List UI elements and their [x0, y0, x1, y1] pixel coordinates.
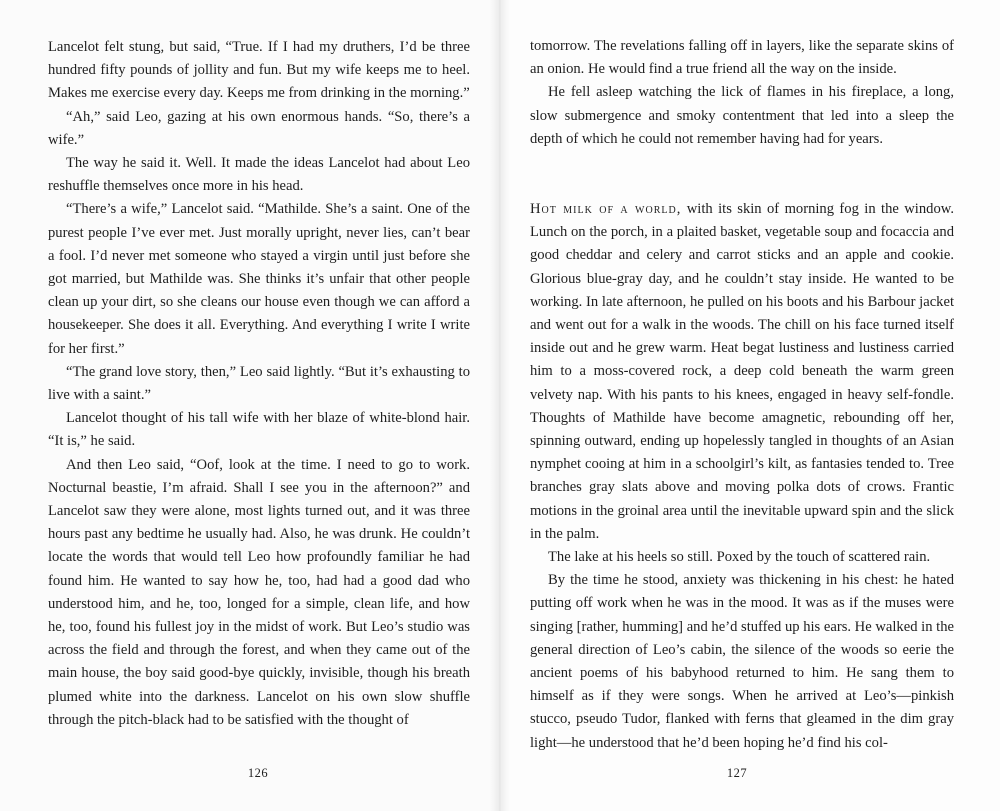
right-page-text — [530, 35, 954, 755]
right-page — [500, 0, 1000, 811]
paragraph: “Ah,” said Leo, gazing at his own enormous hands. “So, there’s a wife.” — [48, 108, 470, 148]
paragraph: And then Leo said, “Oof, look at the time. I need to go to work. Nocturnal beastie, I’m afraid. Shall I see you in the afternoon?” and Lancelot saw they were alone, most lights turned out, and it was three hours past any bedtime he usually had. Also, he was drunk. He couldn’t locate the words that would tell Leo how profoundly familiar he had found him. He wanted to say how he, too, had had a good dad who understood him, and he, too, longed for a simple, clean life, and how he, too, found his fullest joy in the midst of work. But Leo’s studio was across the field and through the forest, and when they came out of the main house, the boy said good-bye quickly, invisible, though his breath plumed white into the darkness. Lancelot on his own slow shuffle through the pitch-black had to be satisfied with the thought of — [48, 456, 470, 728]
left-page-text — [48, 36, 470, 732]
paragraph: The way he said it. Well. It made the ideas Lancelot had about Leo reshuffle themselves once more in his head. — [48, 155, 470, 195]
paragraph: He fell asleep watching the lick of flames in his fireplace, a long, slow submergence and smoky contentment that led into a sleep the depth of which he could not remember having had for years. — [530, 84, 954, 147]
paragraph: tomorrow. The revelations falling off in layers, like the separate skins of an onion. He would find a true friend all the way on the inside. — [530, 38, 954, 78]
paragraph: “There’s a wife,” Lancelot said. “Mathilde. She’s a saint. One of the purest people I’ve ever met. Just morally upright, never lies, can’t bear a fool. I’d never met someone who stayed a virgin until just before she got married, but Mathilde was. She thinks it’s unfair that other people clean up your dirt, so she cleans our house even though we can afford a housekeeper. She does it all. Everything. And everything I write I write for her first.” — [48, 201, 470, 357]
paragraph: “The grand love story, then,” Leo said lightly. “But it’s exhausting to live with a saint.” — [48, 363, 470, 404]
paragraph: Lancelot felt stung, but said, “True. If I had my druthers, I’d be three hundred fifty pounds of jollity and fun. But my wife keeps me to heel. Makes me exercise every day. Keeps me from drinking in the morning.” — [48, 39, 470, 102]
paragraph: Lancelot thought of his tall wife with her blaze of white-blond hair. “It is,” he said. — [48, 410, 470, 450]
page-number: 126 — [247, 766, 269, 780]
section-opening-paragraph — [530, 198, 954, 546]
paragraph: The lake at his heels so still. Poxed by the touch of scattered rain. — [548, 549, 931, 566]
section-opening-text: with its skin of morning fog in the window. Lunch on the porch, in a plaited basket, vegetable soup and focaccia and good cheddar and celery and carrot sticks and an apple and cookie. Glorious blue-gray day, and he couldn’t stay inside. He wanted to be working. In late afternoon, he pulled on his boots and his Barbour jacket and went out for a walk in the woods. The chill on his face turned itself inside out and he grew warm. Heat begat lustiness and lustiness carried him to a moss-covered rock, a deep cold beneath the warm green velvety nap. With his pants to his knees, engaged in heavy self-fondle. Thoughts of Mathilde have become amagnetic, rebounding off her, spinning outward, ending up hopelessly tangled in thoughts of an Asian nymphet cooing at him in a schoolgirl’s kilt, as fantasies tended to. Tree branches gray slats above and moving polka dots of crows. Frantic motions in the groinal area until the inevitable upward spin and the slick in the palm. — [530, 201, 954, 542]
paragraph: By the time he stood, anxiety was thickening in his chest: he hated putting off work when he was in the mood. It was as if the muses were singing [rather, humming] and he’d stuffed up his ears. He walked in the general direction of Leo’s cabin, the silence of the woods so eerie the ancient poems of his babyhood returned to him. He sang them to himself as if they were songs. When he arrived at Leo’s—pinkish stucco, pseudo Tudor, flanked with ferns that gleamed in the dim gray light—he understood that he’d been hoping he’d find his col- — [530, 572, 954, 751]
book-gutter-shadow — [490, 0, 510, 811]
section-lead-in: Hot milk of a world, — [530, 201, 682, 218]
page-number: 127 — [726, 766, 748, 780]
